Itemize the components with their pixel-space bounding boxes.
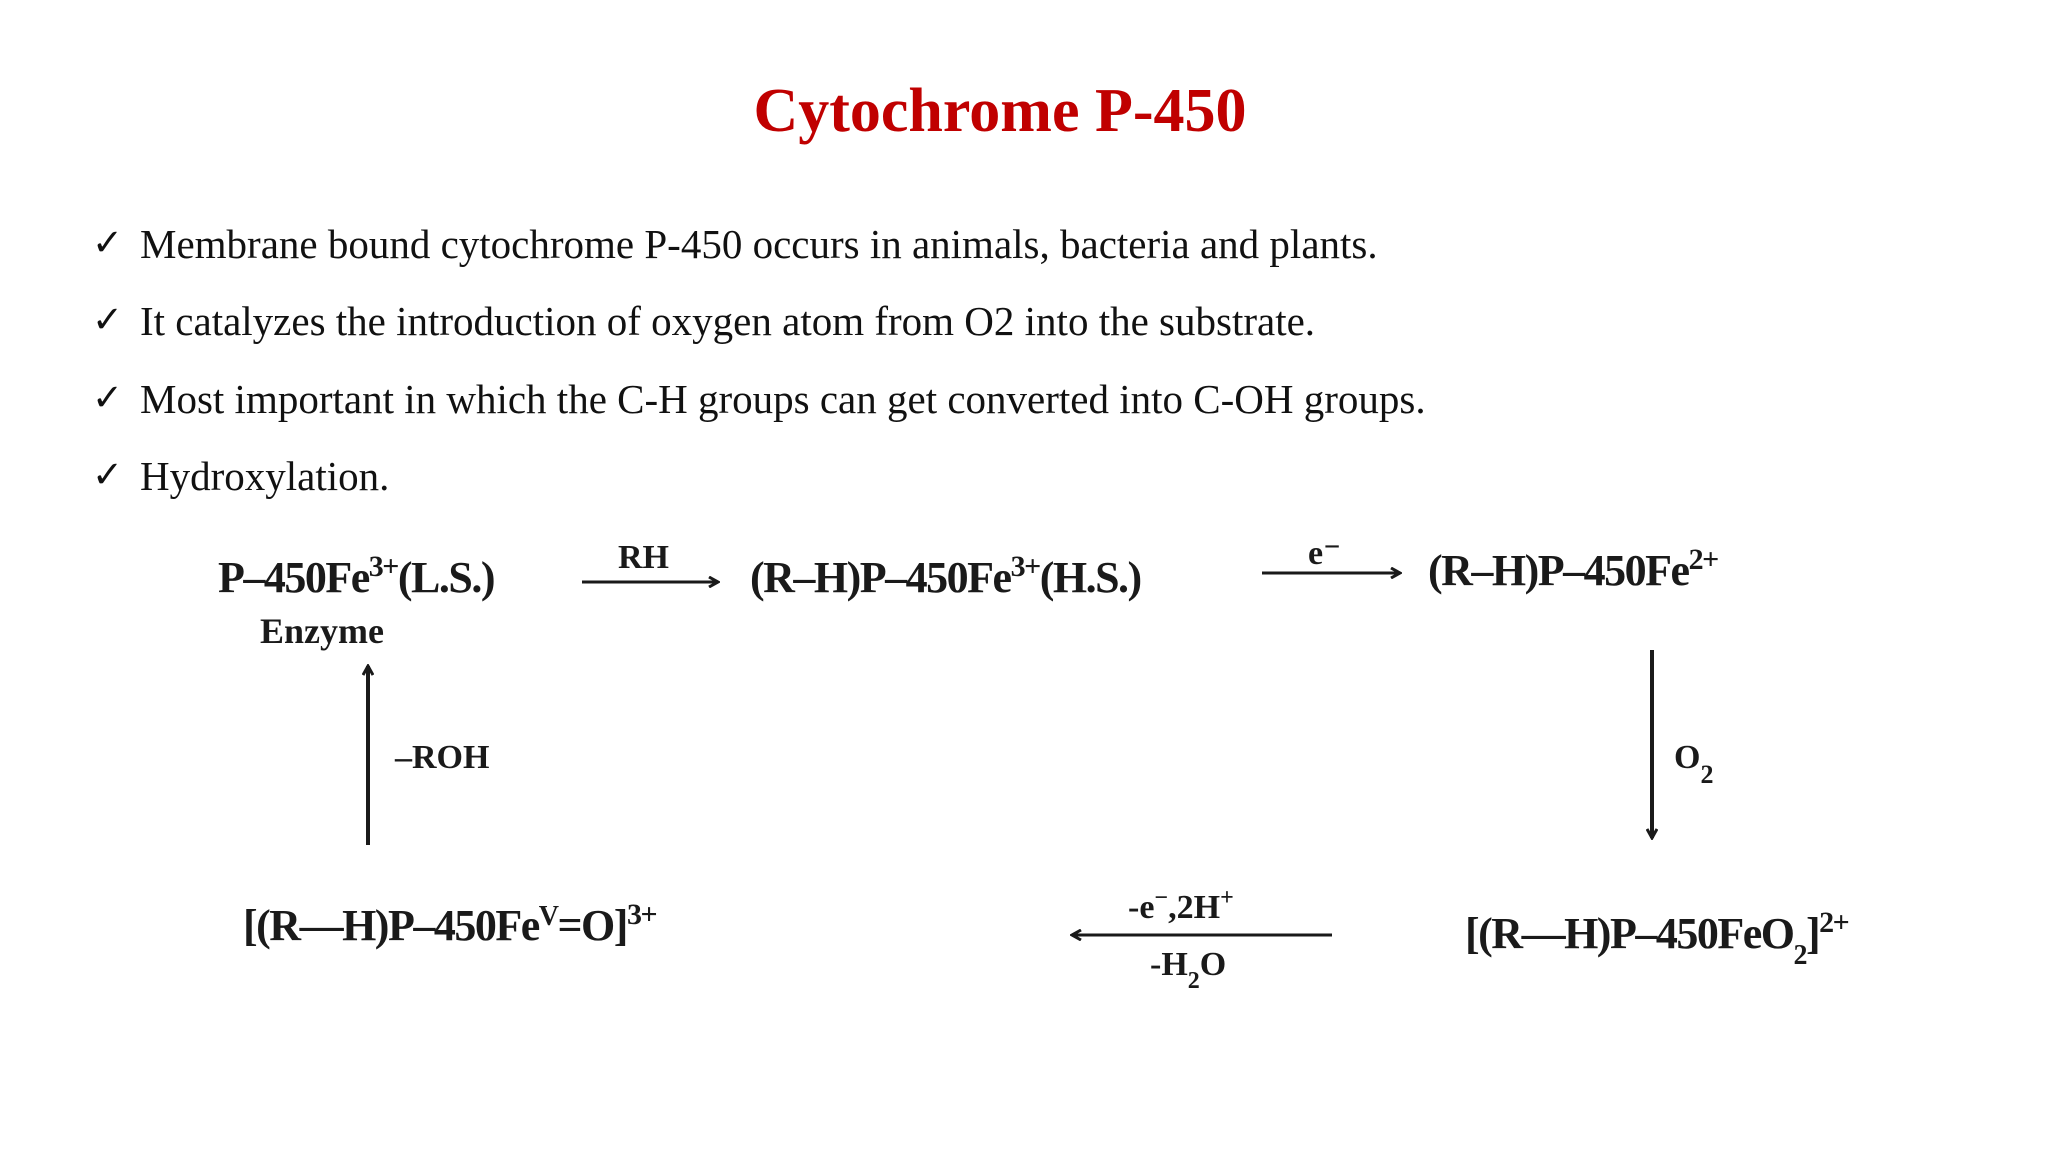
water-label: $-H_2O$: [1150, 946, 1227, 994]
species-ferryl-oxo: $[(R—H)P-450Fe^V=O]^{3+}$: [243, 897, 657, 950]
slide-title: Cytochrome P-450: [753, 77, 1247, 145]
check-icon: ✓: [92, 377, 124, 419]
bullet-text: Most important in which the C-H groups can get converted into C-OH groups.: [140, 375, 1426, 422]
bullet-text: Hydroxylation.: [140, 453, 390, 500]
bullet-text: Membrane bound cytochrome P-450 occurs in animals, bacteria and plants.: [140, 220, 1378, 267]
enzyme-label: Enzyme: [260, 611, 384, 651]
check-icon: ✓: [92, 222, 124, 264]
oxygen-label: $O_2$: [1674, 739, 1714, 789]
bullet-text: It catalyzes the introduction of oxygen atom from O2 into the substrate.: [140, 298, 1316, 345]
species-dioxygen-complex: [(R—H)P–450FeO$_2$]$^{2+}$: [1465, 905, 1849, 971]
species-ferrous: $(R-H)P-450Fe^{2+}$: [1428, 542, 1718, 595]
check-icon: ✓: [92, 455, 124, 497]
species-low-spin-enzyme: $P-450Fe^{3+}(L.S.)$: [218, 549, 495, 602]
species-substrate-bound: $(R-H)P-450Fe^{3+}(H.S.)$: [750, 549, 1141, 602]
electron-label: e⁻: [1308, 535, 1342, 572]
rh-label: RH: [618, 539, 669, 576]
roh-label: –ROH: [395, 739, 490, 776]
check-icon: ✓: [92, 300, 124, 342]
electron-protons-label: -e−,2H+: [1128, 885, 1234, 926]
